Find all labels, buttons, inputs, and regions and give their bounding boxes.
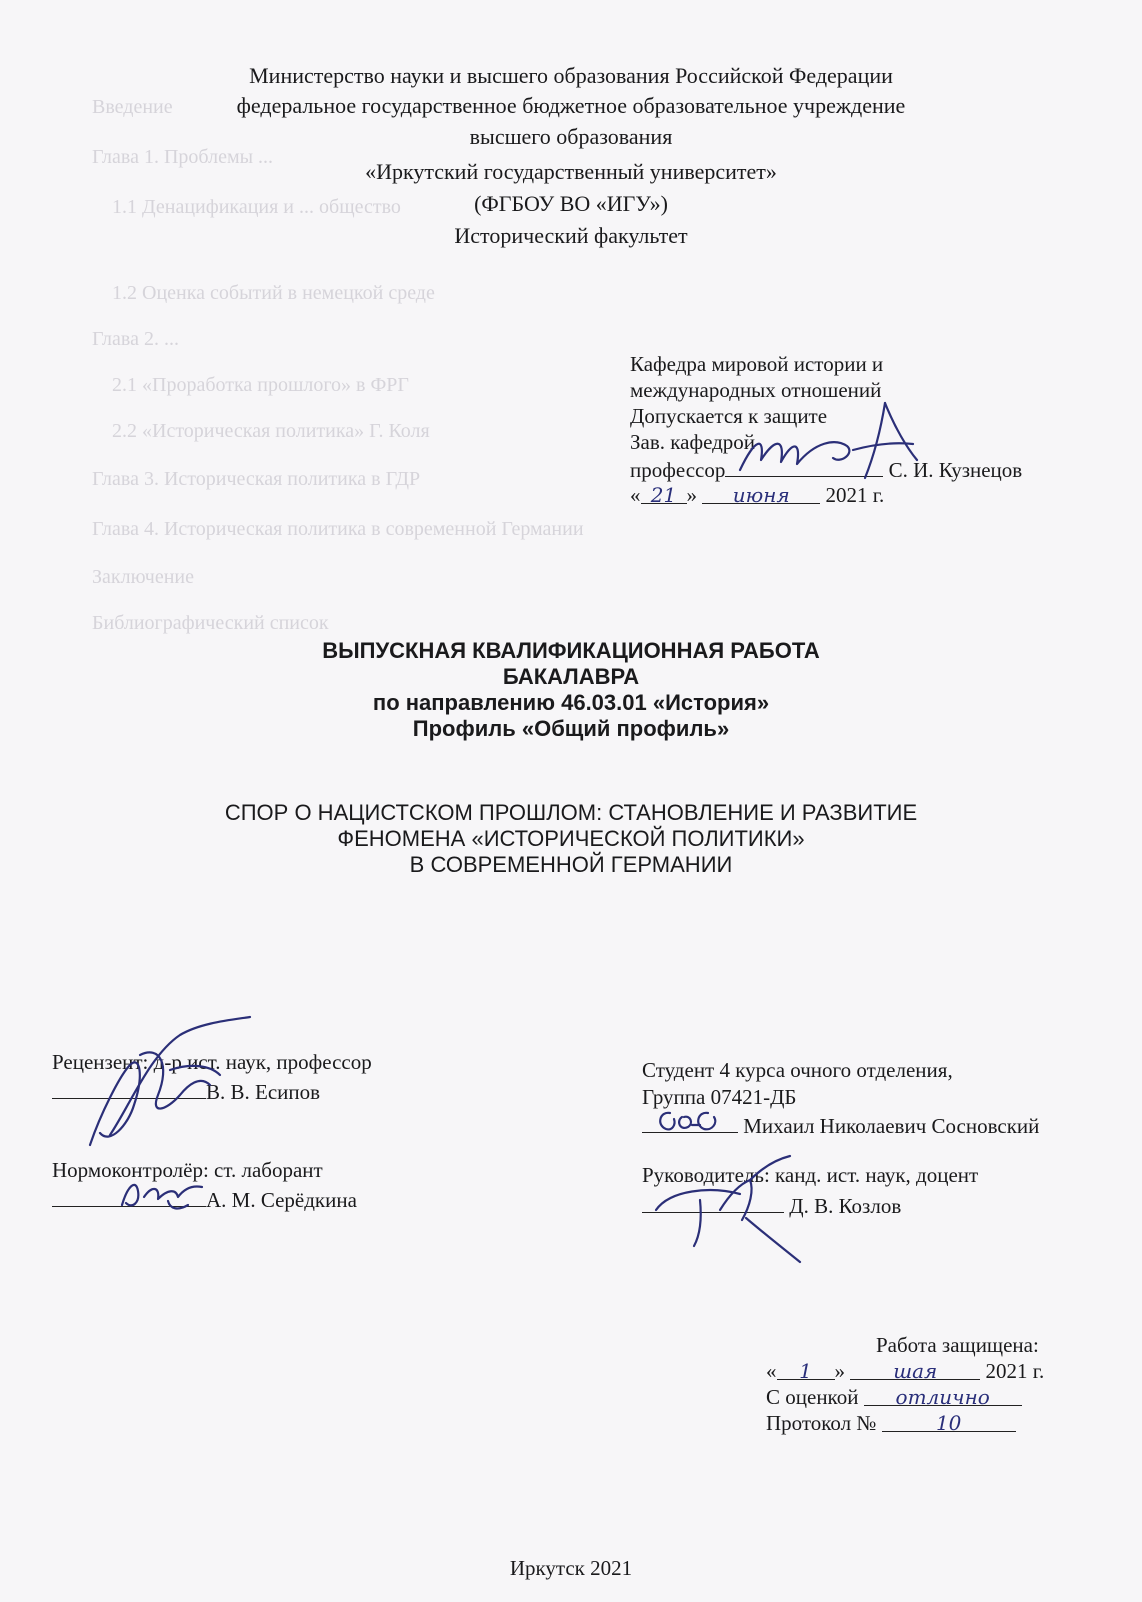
ghost-line: Глава 3. Историческая политика в ГДР — [92, 468, 421, 490]
date-month: шая — [893, 1359, 938, 1383]
normcontrol-name: А. М. Серёдкина — [206, 1188, 357, 1212]
professor-label: профессор — [630, 458, 726, 482]
grade-field — [864, 1385, 1022, 1409]
quote-mark: » — [834, 1359, 845, 1383]
ghost-line: Глава 2. ... — [92, 328, 179, 350]
grade-label: С оценкой — [766, 1385, 859, 1409]
quote-mark: « — [766, 1359, 777, 1383]
student-signature-icon — [652, 1105, 732, 1139]
grade-line — [766, 1385, 1022, 1409]
reviewer-signature-icon — [70, 1015, 260, 1155]
ghost-line: 1.2 Оценка событий в немецкой среде — [112, 282, 435, 304]
thesis-title-line: СПОР О НАЦИСТСКОМ ПРОШЛОМ: СТАНОВЛЕНИЕ И РАЗВИТИЕ — [224, 800, 918, 825]
ghost-line: 1.1 Денацификация и ... общество — [112, 196, 401, 218]
ghost-line: Глава 4. Историческая политика в современной Германии — [92, 518, 584, 540]
ghost-line: Заключение — [92, 566, 194, 588]
professor-name: С. И. Кузнецов — [888, 458, 1023, 482]
university-abbrev: (ФГБОУ ВО «ИГУ») — [474, 191, 668, 216]
date-day-field — [777, 1359, 835, 1383]
protocol-field — [882, 1411, 1016, 1435]
thesis-title-line: В СОВРЕМЕННОЙ ГЕРМАНИИ — [409, 852, 733, 877]
date-year: 2021 г. — [985, 1359, 1045, 1383]
department-line: международных отношений — [630, 378, 882, 402]
date-day: 1 — [799, 1359, 812, 1383]
city-year: Иркутск 2021 — [509, 1556, 633, 1580]
normcontrol-signature-icon — [118, 1175, 208, 1215]
head-title: Зав. кафедрой — [630, 430, 756, 454]
quote-mark: « — [630, 483, 641, 507]
protected-label: Работа защищена: — [876, 1333, 1039, 1357]
protocol-number: 10 — [935, 1411, 962, 1435]
supervisor-label: Руководитель: канд. ист. наук, доцент — [642, 1163, 979, 1187]
faculty-name: Исторический факультет — [454, 223, 688, 248]
date-year: 2021 г. — [825, 483, 885, 507]
date-day-field — [641, 483, 687, 507]
student-name: Михаил Николаевич Сосновский — [743, 1114, 1040, 1138]
admitted-label: Допускается к защите — [630, 404, 828, 428]
protocol-label: Протокол № — [766, 1411, 877, 1435]
work-type-line: БАКАЛАВРА — [502, 664, 640, 689]
grade-value: отлично — [895, 1385, 990, 1409]
ghost-line: 2.1 «Проработка прошлого» в ФРГ — [112, 374, 409, 396]
ghost-line: Библиографический список — [92, 612, 329, 634]
ghost-line: 2.2 «Историческая политика» Г. Коля — [112, 420, 430, 442]
direction-line: по направлению 46.03.01 «История» — [372, 690, 770, 715]
date-month: июня — [732, 483, 790, 507]
normcontrol-label: Нормоконтролёр: ст. лаборант — [52, 1158, 323, 1182]
education-level-line: высшего образования — [469, 124, 673, 149]
protocol-line — [766, 1411, 1016, 1435]
quote-mark: » — [686, 483, 697, 507]
reviewer-name: В. В. Есипов — [206, 1080, 321, 1104]
ghost-line: Глава 1. Проблемы ... — [92, 146, 274, 168]
date-day: 21 — [650, 483, 677, 507]
student-group: Группа 07421-ДБ — [642, 1085, 797, 1109]
student-course: Студент 4 курса очного отделения, — [642, 1058, 953, 1082]
profile-line: Профиль «Общий профиль» — [412, 716, 730, 741]
work-type-line: ВЫПУСКНАЯ КВАЛИФИКАЦИОННАЯ РАБОТА — [322, 638, 820, 663]
university-name: «Иркутский государственный университет» — [365, 159, 777, 184]
institution-type-line: федеральное государственное бюджетное образовательное учреждение — [236, 93, 906, 118]
date-month-field — [850, 1359, 980, 1383]
head-signature-icon — [735, 398, 935, 488]
supervisor-signature-icon — [650, 1150, 820, 1270]
supervisor-name: Д. В. Козлов — [789, 1194, 902, 1218]
reviewer-label: Рецензент: д-р ист. наук, профессор — [52, 1050, 372, 1074]
thesis-title-line: ФЕНОМЕНА «ИСТОРИЧЕСКОЙ ПОЛИТИКИ» — [337, 826, 805, 851]
department-line: Кафедра мировой истории и — [630, 352, 884, 376]
ghost-line: Введение — [92, 96, 173, 118]
ministry-line: Министерство науки и высшего образования Российской Федерации — [249, 63, 893, 88]
defense-date — [766, 1359, 1044, 1383]
